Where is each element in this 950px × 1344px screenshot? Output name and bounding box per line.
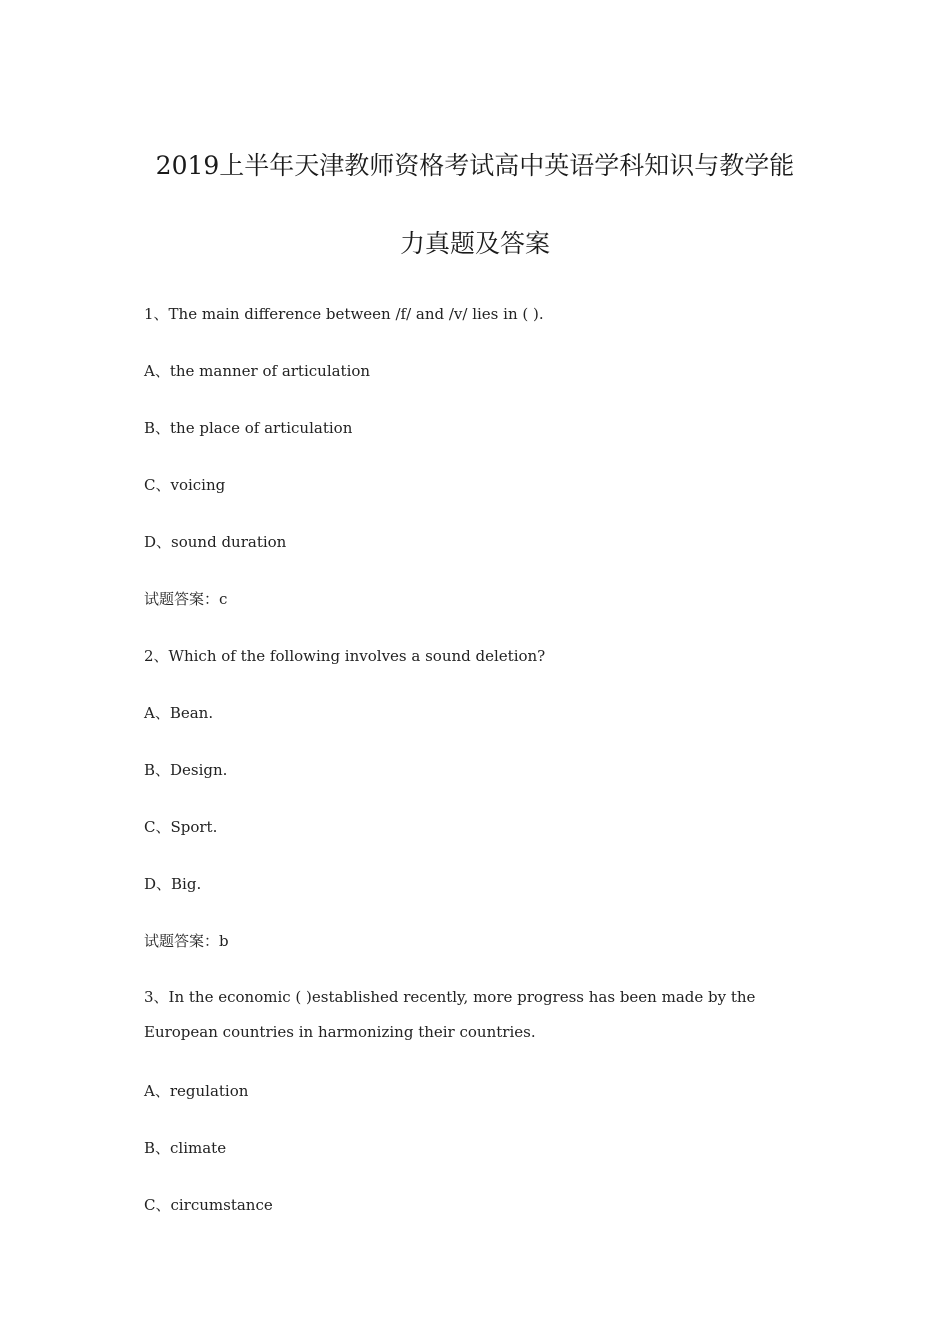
question-3-option-a: A、regulation: [144, 1082, 249, 1100]
question-2-option-d: D、Big.: [144, 875, 202, 893]
question-1-option-b: B、the place of articulation: [144, 419, 353, 437]
question-2-option-b: B、Design.: [144, 761, 228, 779]
question-3-stem-line-1: 3、In the economic ( )established recently, more progress has been made by the: [144, 988, 756, 1006]
document-title-line-1: 2019上半年天津教师资格考试高中英语学科知识与教学能: [155, 151, 795, 180]
document-title-line-2: 力真题及答案: [399, 229, 550, 258]
question-1-answer: 试题答案：c: [144, 590, 228, 608]
question-2-stem: 2、Which of the following involves a sound deletion?: [144, 647, 546, 665]
question-3-option-c: C、circumstance: [144, 1196, 273, 1214]
question-1-option-c: C、voicing: [144, 476, 226, 494]
question-1-option-d: D、sound duration: [144, 533, 287, 551]
question-2-option-c: C、Sport.: [144, 818, 218, 836]
question-2-option-a: A、Bean.: [144, 704, 214, 722]
question-1-stem: 1、The main difference between /f/ and /v/ lies in ( ).: [144, 305, 544, 323]
question-2-answer: 试题答案：b: [144, 932, 229, 950]
question-3-option-b: B、climate: [144, 1139, 227, 1157]
question-1-option-a: A、the manner of articulation: [144, 362, 371, 380]
question-3-stem-line-2: European countries in harmonizing their countries.: [144, 1023, 536, 1041]
